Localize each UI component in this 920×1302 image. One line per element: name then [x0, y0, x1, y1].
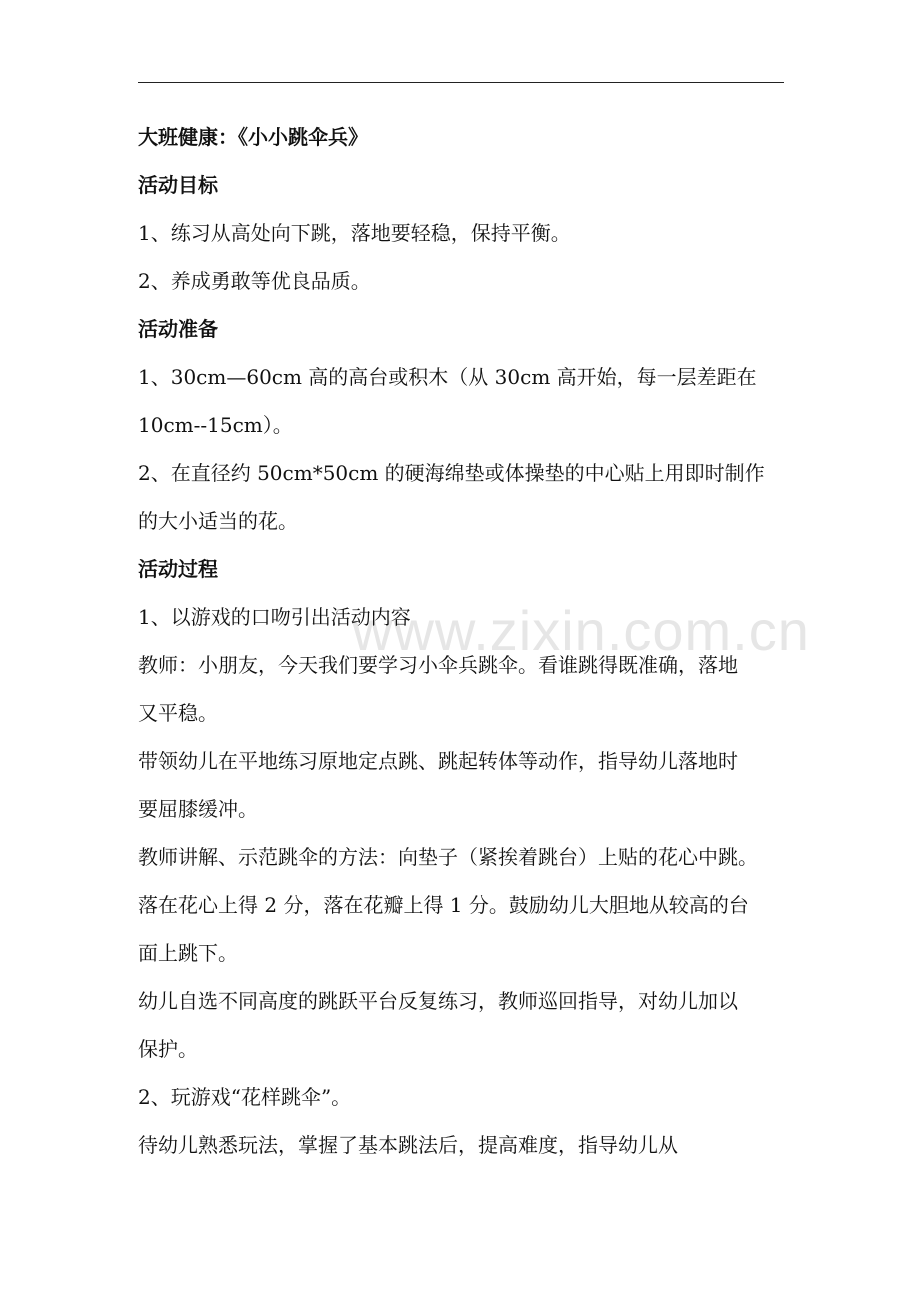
prep-item-2-line-2: 的大小适当的花。 [138, 509, 298, 533]
document-title: 大班健康：《小小跳伞兵》 [138, 125, 368, 149]
practice-paragraph-line-1: 幼儿自选不同高度的跳跃平台反复练习，教师巡回指导，对幼儿加以 [138, 989, 738, 1013]
explain-paragraph-line-3: 面上跳下。 [138, 941, 238, 965]
teacher-paragraph-line-2: 又平稳。 [138, 701, 218, 725]
prep-item-1-line-2: 10cm--15cm）。 [138, 413, 293, 437]
document-body [138, 113, 788, 1169]
watermark: www.zixin.com.cn [352, 599, 810, 662]
header-rule [138, 82, 784, 83]
lead-paragraph-line-1: 带领幼儿在平地练习原地定点跳、跳起转体等动作，指导幼儿落地时 [138, 749, 738, 773]
goal-item-1: 1、练习从高处向下跳，落地要轻稳，保持平衡。 [138, 221, 571, 245]
process-heading: 活动过程 [138, 557, 218, 581]
prep-heading: 活动准备 [138, 317, 218, 341]
goal-item-2: 2、养成勇敢等优良品质。 [138, 269, 371, 293]
lead-paragraph-line-2: 要屈膝缓冲。 [138, 797, 258, 821]
explain-paragraph-line-1: 教师讲解、示范跳伞的方法：向垫子（紧挨着跳台）上贴的花心中跳。 [138, 845, 758, 869]
process-step-1: 1、以游戏的口吻引出活动内容 [138, 605, 411, 629]
process-step-2: 2、玩游戏“花样跳伞”。 [138, 1085, 352, 1109]
final-paragraph-line: 待幼儿熟悉玩法，掌握了基本跳法后，提高难度，指导幼儿从 [138, 1133, 678, 1157]
teacher-paragraph-line-1: 教师：小朋友，今天我们要学习小伞兵跳伞。看谁跳得既准确，落地 [138, 653, 738, 677]
prep-item-1-line-1: 1、30cm—60cm 高的高台或积木（从 30cm 高开始，每一层差距在 [138, 365, 757, 389]
goals-heading: 活动目标 [138, 173, 218, 197]
prep-item-2-line-1: 2、在直径约 50cm*50cm 的硬海绵垫或体操垫的中心贴上用即时制作 [138, 461, 765, 485]
explain-paragraph-line-2: 落在花心上得 2 分，落在花瓣上得 1 分。鼓励幼儿大胆地从较高的台 [138, 893, 749, 917]
practice-paragraph-line-2: 保护。 [138, 1037, 198, 1061]
